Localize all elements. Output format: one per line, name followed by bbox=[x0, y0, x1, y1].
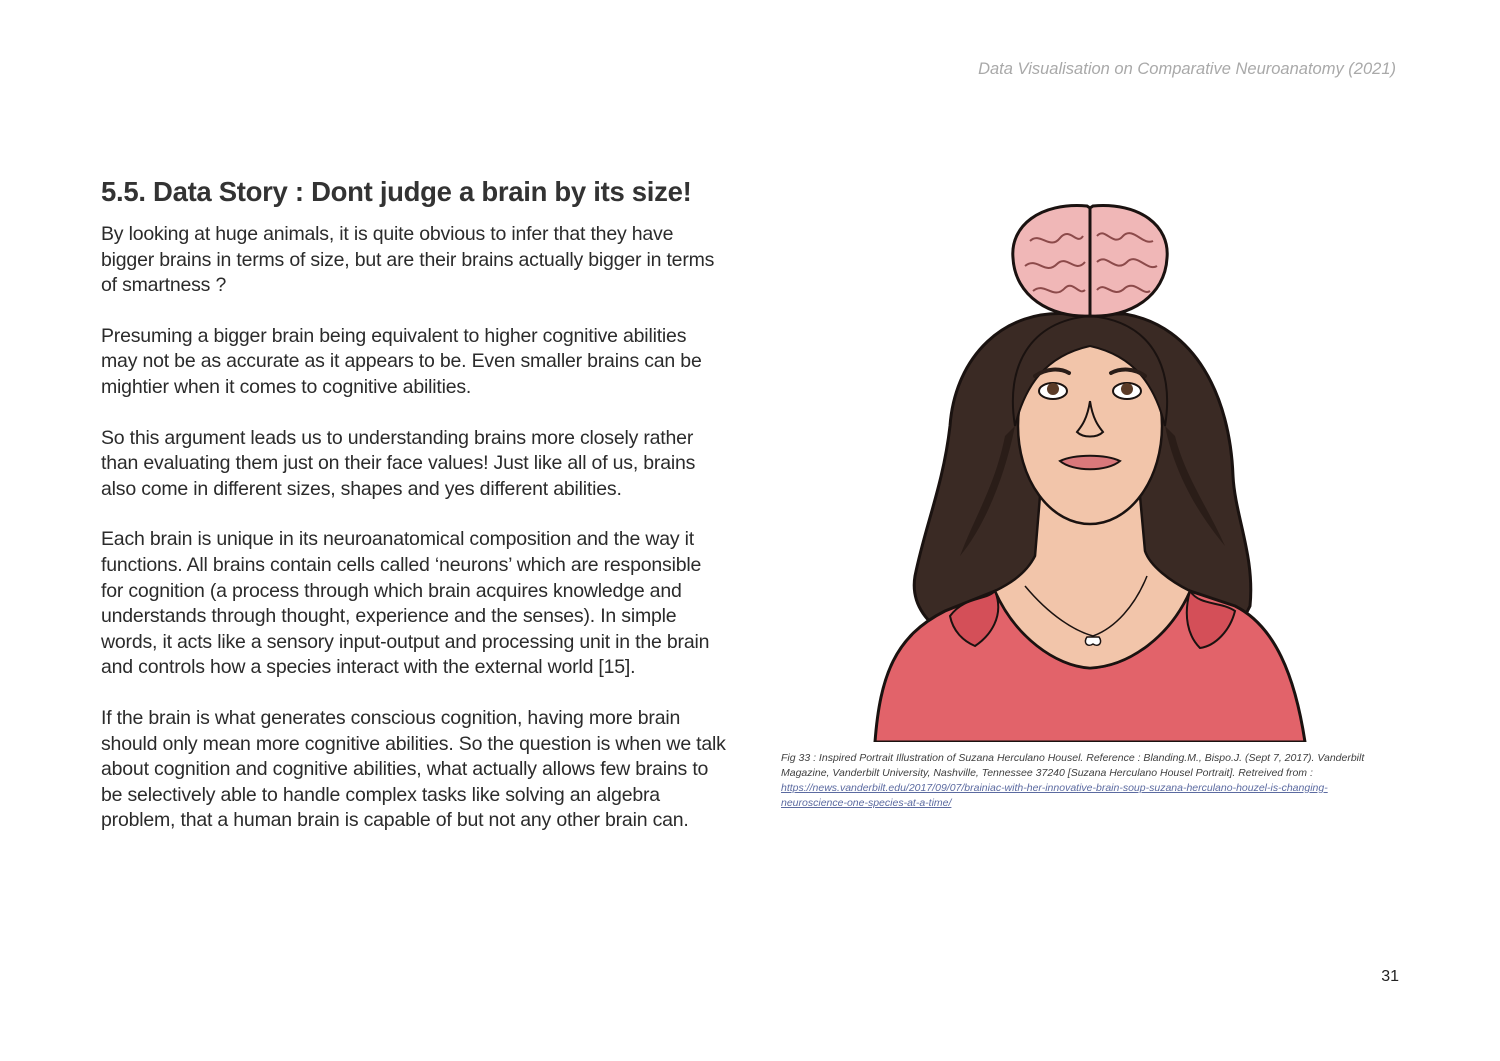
section-title: 5.5. Data Story : Dont judge a brain by its size! bbox=[101, 176, 692, 207]
figure-caption bbox=[781, 751, 1381, 811]
paragraph-5: If the brain is what generates conscious cognition, having more brain should only mean more cognitive abilities. So the question is when we talk about cognition and cognitive abilities, what actually allows few brains to be selectively able to handle complex tasks like solving an algebra problem, that a human brain is capable of but not any other brain can. bbox=[101, 706, 726, 832]
caption-text: Fig 33 : Inspired Portrait Illustration of Suzana Herculano Housel. Reference : Blanding.M., Bispo.J. (Sept 7, 2017). Vanderbilt Magazine, Vanderbilt University, Nashville, Tennessee 37240 [Suzana Herculano Housel Portrait]. Retreived from : bbox=[781, 752, 1365, 779]
page-number: 31 bbox=[1381, 968, 1399, 985]
portrait-illustration bbox=[855, 196, 1325, 742]
pupil-left bbox=[1047, 383, 1059, 395]
pupil-right bbox=[1121, 383, 1133, 395]
paragraph-4: Each brain is unique in its neuroanatomical composition and the way it functions. All brains contain cells called ‘neurons’ which are responsible for cognition (a process through which brain acquires knowledge and understands through thought, experience and the senses). In simple words, it acts like a sensory input-output and processing unit in the brain and controls how a species interact with the external world [15]. bbox=[101, 528, 710, 679]
text-column bbox=[101, 176, 726, 859]
paragraph-2: Presuming a bigger brain being equivalent to higher cognitive abilities may not be as accurate as it appears to be. Even smaller brains can be mightier when it comes to cognitive abilities. bbox=[101, 324, 702, 398]
paragraph-3: So this argument leads us to understanding brains more closely rather than evaluating them just on their face values! Just like all of us, brains also come in different sizes, shapes and yes different abilities. bbox=[101, 426, 696, 500]
caption-link[interactable]: https://news.vanderbilt.edu/2017/09/07/brainiac-with-her-innovative-brain-soup-suzana-herculano-houzel-is-changing-neuroscience-one-species-at-a-time/ bbox=[781, 782, 1328, 809]
brain-icon bbox=[1013, 206, 1167, 317]
paragraph-1: By looking at huge animals, it is quite obvious to infer that they have bigger brains in terms of size, but are their brains actually bigger in terms of smartness ? bbox=[101, 223, 715, 297]
necklace-pendant bbox=[1085, 637, 1100, 645]
running-header: Data Visualisation on Comparative Neuroanatomy (2021) bbox=[978, 60, 1396, 78]
